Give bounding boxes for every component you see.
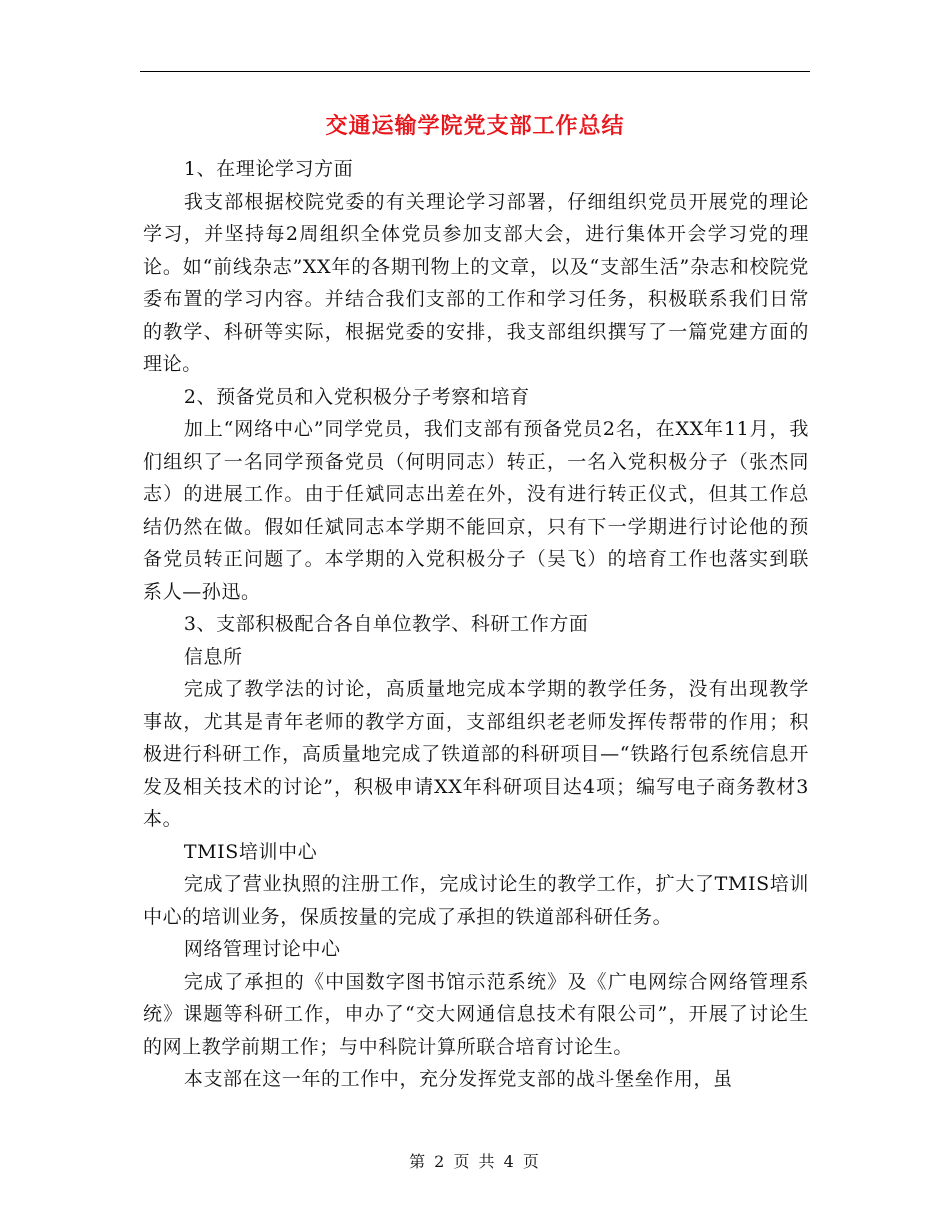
paragraph-candidates: 加上“网络中心”同学党员，我们支部有预备党员2名，在XX年11月，我们组织了一名同学预备党员（何明同志）转正，一名入党积极分子（张杰同志）的进展工作。由于任斌同志出差在外，没有进行转正仪式，但其工作总结仍然在做。假如任斌同志本学期不能回京，只有下一学期进行讨论他的预备党员转正问题了。本学期的入党积极分子（吴飞）的培育工作也落实到联系人—孙迅。 xyxy=(143,418,809,603)
section-heading-candidates: 2、预备党员和入党积极分子考察和培育 xyxy=(183,385,530,408)
subheading-network-center: 网络管理讨论中心 xyxy=(183,938,341,960)
subheading-information-institute: 信息所 xyxy=(183,645,243,668)
subheading-tmis-center: TMIS培训中心 xyxy=(183,840,318,863)
section-heading-theory: 1、在理论学习方面 xyxy=(183,158,354,180)
paragraph-tmis-center: 完成了营业执照的注册工作，完成讨论生的教学工作，扩大了TMIS培训中心的培训业务，保质按量的完成了承担的铁道部科研任务。 xyxy=(143,873,809,928)
paragraph-network-center: 完成了承担的《中国数字图书馆示范系统》及《广电网综合网络管理系统》课题等科研工作，申办了“交大网通信息技术有限公司”，开展了讨论生的网上教学前期工作；与中科院计算所联合培育讨论生。 xyxy=(143,970,809,1058)
header-rule xyxy=(140,71,810,72)
page-number: 第 2 页 共 4 页 xyxy=(409,1152,541,1171)
document-body xyxy=(143,153,809,1096)
section-heading-cooperation: 3、支部积极配合各自单位教学、科研工作方面 xyxy=(183,613,589,635)
paragraph-information-institute: 完成了教学法的讨论，高质量地完成本学期的教学任务，没有出现教学事故，尤其是青年老师的教学方面，支部组织老老师发挥传帮带的作用；积极进行科研工作，高质量地完成了铁道部的科研项目—“铁路行包系统信息开发及相关技术的讨论”，积极申请XX年科研项目达4项；编写电子商务教材3本。 xyxy=(143,678,809,830)
paragraph-summary: 本支部在这一年的工作中，充分发挥党支部的战斗堡垒作用，虽 xyxy=(183,1068,733,1090)
document-title: 交通运输学院党支部工作总结 xyxy=(325,113,625,139)
paragraph-theory-study: 我支部根据校院党委的有关理论学习部署，仔细组织党员开展党的理论学习，并坚持每2周组织全体党员参加支部大会，进行集体开会学习党的理论。如“前线杂志”XX年的各期刊物上的文章，以及“支部生活”杂志和校院党委布置的学习内容。并结合我们支部的工作和学习任务，积极联系我们日常的教学、科研等实际，根据党委的安排，我支部组织撰写了一篇党建方面的理论。 xyxy=(143,190,809,375)
